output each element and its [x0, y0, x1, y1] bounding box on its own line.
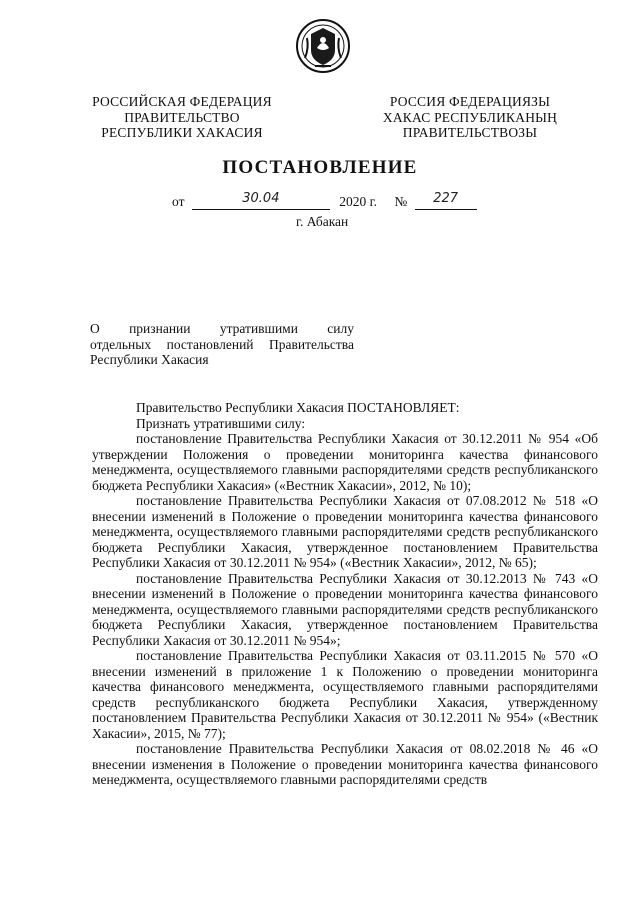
year-label: 2020 г.: [339, 194, 377, 209]
subject-word: отдельных: [90, 336, 152, 352]
paragraph-item: постановление Правительства Республики Хакасия от 30.12.2013 № 743 «О внесении изменений в Положение о проведении мониторинга качества финансового менеджмента, осуществляемого главными распорядителями средств республиканского бюджета Республики Хакасия, утвержденное постановлением Правительства Республики Хакасия от 30.12.2011 № 954»;: [92, 570, 598, 648]
paragraph-item: постановление Правительства Республики Хакасия от 03.11.2015 № 570 «О внесении изменений в приложение 1 к Положению о проведении мониторинга качества финансового менеджмента, осуществляемого главными распорядителями средств республиканского бюджета Республики Хакасия, утвержденному постановлением Правительства Республики Хакасия от 30.12.2011 № 954» («Вестник Хакасии», 2015, № 77);: [92, 648, 598, 741]
subject-word: Республики Хакасия: [90, 352, 209, 367]
header-left-line: ПРАВИТЕЛЬСТВО: [124, 109, 240, 125]
paragraph-intro: Признать утратившими силу:: [136, 415, 306, 431]
subject-word: О: [90, 321, 100, 336]
subject-word: утратившими: [219, 321, 298, 336]
header-right: [360, 94, 580, 141]
document-body: [92, 400, 598, 788]
document-title: ПОСТАНОВЛЕНИЕ: [222, 157, 418, 178]
subject-word: постановлений: [166, 336, 254, 352]
header-left-line: РЕСПУБЛИКИ ХАКАСИЯ: [101, 125, 263, 140]
paragraph-resolution: Правительство Республики Хакасия ПОСТАНОВЛЯЕТ:: [136, 400, 460, 415]
number-handwritten: 227: [433, 191, 459, 206]
subject-word: признании: [129, 321, 191, 336]
city-label: г. Абакан: [296, 214, 349, 229]
subject-block: [90, 321, 354, 368]
paragraph-item: постановление Правительства Республики Хакасия от 30.12.2011 № 954 «Об утверждении Положения о проведении мониторинга качества финансового менеджмента, осуществляемого главными распорядителями средств республиканского бюджета Республики Хакасия» («Вестник Хакасии», 2012, № 10);: [92, 431, 598, 493]
coat-of-arms-emblem: [295, 18, 351, 74]
number-field: [415, 191, 477, 210]
paragraph-item: постановление Правительства Республики Хакасия от 08.02.2018 № 46 «О внесении изменения в Положение о проведении мониторинга качества финансового менеджмента, осуществляемого главными распорядителями средств: [92, 741, 598, 787]
header-right-line: РОССИЯ ФЕДЕРАЦИЯЗЫ: [389, 94, 551, 109]
subject-line: [90, 321, 354, 337]
number-sign: №: [394, 194, 408, 209]
header-right-line: ХАКАС РЕСПУБЛИКАНЫҢ: [382, 109, 558, 125]
header-left-line: РОССИЙСКАЯ ФЕДЕРАЦИЯ: [92, 94, 272, 109]
date-field: [192, 191, 330, 210]
date-prefix: от: [172, 194, 185, 209]
subject-word: Правительства: [269, 336, 354, 352]
date-handwritten: 30.04: [242, 191, 280, 206]
date-number-line: [172, 191, 477, 210]
subject-word: силу: [327, 321, 354, 336]
header-right-line: ПРАВИТЕЛЬСТВОЗЫ: [402, 125, 538, 140]
subject-line: [90, 352, 354, 368]
header-left: [82, 94, 282, 141]
subject-line: [90, 337, 354, 353]
paragraph-item: постановление Правительства Республики Хакасия от 07.08.2012 № 518 «О внесении изменений в Положение о проведении мониторинга качества финансового менеджмента, осуществляемого главными распорядителями средств республиканского бюджета Республики Хакасия, утвержденное постановлением Правительства Республики Хакасия от 30.12.2011 № 954» («Вестник Хакасии», 2012, № 65);: [92, 493, 598, 570]
